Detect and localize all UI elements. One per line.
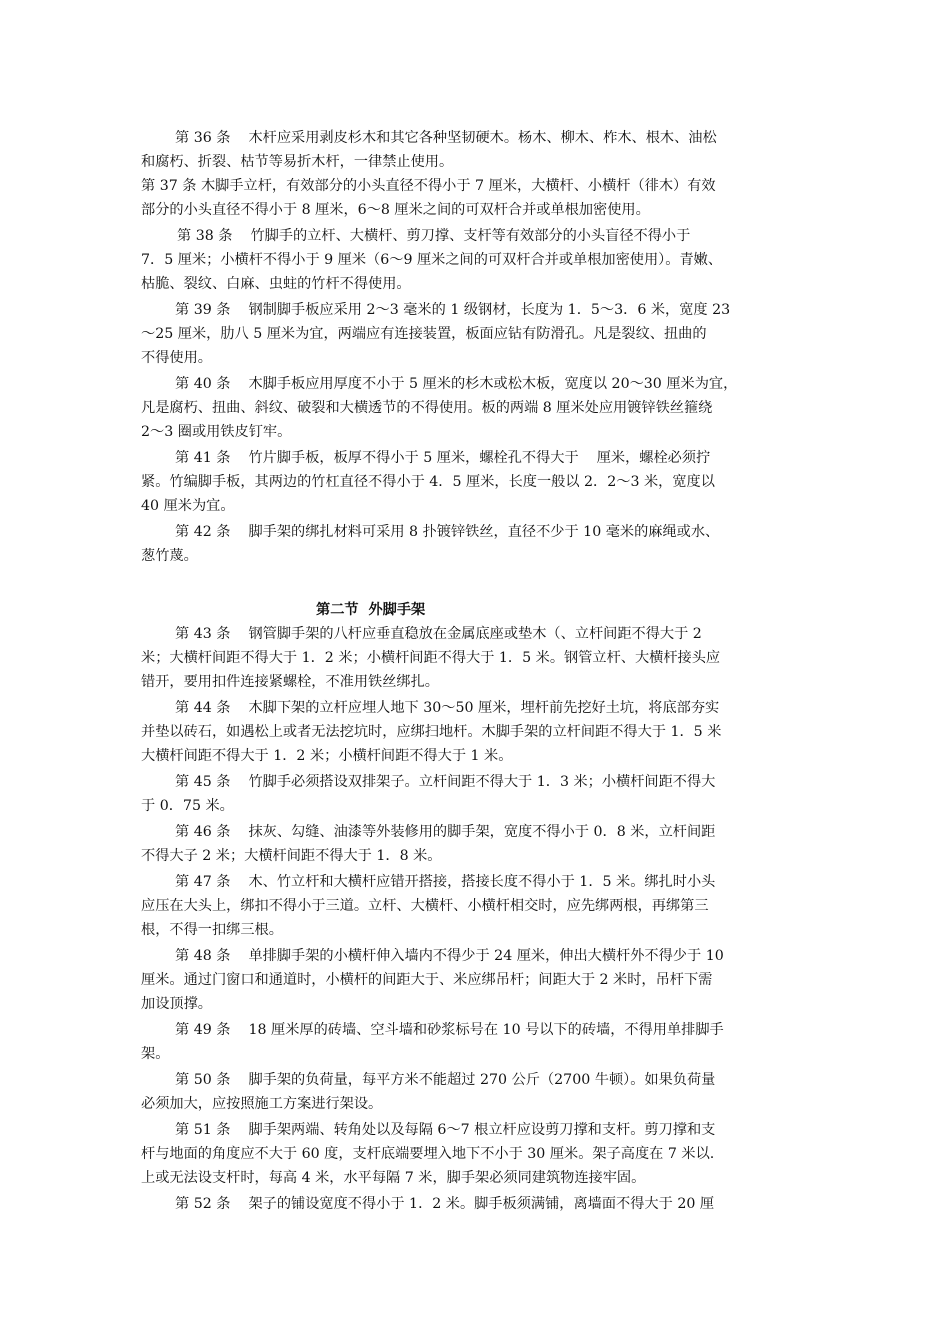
article-38-line-2: 7．5 厘米；小横杆不得小于 9 厘米（6～9 厘米之间的可双杆合并或单根加密使用）。青嫩、	[141, 252, 723, 268]
article-48-line-1: 第 48 条 单排脚手架的小横杆伸入墙内不得少于 24 厘米，伸出大横杆外不得少于 10	[175, 948, 724, 964]
article-44-line-1: 第 44 条 木脚下架的立杆应埋人地下 30～50 厘米，埋杆前先挖好土坑，将底部夯实	[175, 700, 720, 716]
article-41-line-2: 紧。竹编脚手板，其两边的竹杠直径不得小于 4．5 厘米，长度一般以 2．2～3 米，宽度以	[141, 474, 715, 490]
article-38-line-3: 枯脆、裂纹、白麻、虫蛀的竹杆不得使用。	[141, 276, 411, 292]
article-52-line-1: 第 52 条 架子的铺设宽度不得小于 1．2 米。脚手板须满铺，离墙面不得大于 20 厘	[175, 1196, 715, 1212]
article-37-line-1: 第 37 条 木脚手立杆，有效部分的小头直径不得小于 7 厘米，大横杆、小横杆（徘木）有效	[141, 178, 716, 194]
article-43-line-2: 米；大横杆间距不得大于 1．2 米；小横杆间距不得大于 1．5 米。钢管立杆、大横杆接头应	[141, 650, 721, 666]
article-39-line-1: 第 39 条 钢制脚手板应采用 2～3 毫米的 1 级钢材，长度为 1．5～3．6 米，宽度 23	[175, 302, 731, 318]
article-48-line-3: 加设顶撑。	[141, 996, 212, 1012]
article-49-line-2: 架。	[141, 1046, 170, 1062]
article-44-line-3: 大横杆间距不得大于 1．2 米；小横杆间距不得大于 1 米。	[141, 748, 513, 764]
article-38-line-1: 第 38 条 竹脚手的立杆、大横杆、剪刀撑、支杆等有效部分的小头盲径不得小于	[177, 228, 691, 244]
article-45-line-1: 第 45 条 竹脚手必须搭设双排架子。立杆间距不得大于 1．3 米；小横杆间距不得大	[175, 774, 716, 790]
article-45-line-2: 于 0．75 米。	[141, 798, 234, 814]
article-49-line-1: 第 49 条 18 厘米厚的砖墙、空斗墙和砂浆标号在 10 号以下的砖墙，不得用单排脚手	[175, 1022, 724, 1038]
article-36-line-2: 和腐朽、折裂、枯节等易折木杆，一律禁止使用。	[141, 154, 454, 170]
article-51-line-2: 杆与地面的角度应不大于 60 度，支杆底端要埋入地下不小于 30 厘米。架子高度在 7 米以.	[141, 1146, 715, 1162]
article-40-line-3: 2～3 圈或用铁皮钉牢。	[141, 424, 292, 440]
article-50-line-1: 第 50 条 脚手架的负荷量，每平方米不能超过 270 公斤（2700 牛顿）。如果负荷量	[175, 1072, 716, 1088]
article-43-line-1: 第 43 条 钢管脚手架的八杆应垂直稳放在金属底座或垫木（、立杆间距不得大于 2	[175, 626, 702, 642]
section-heading: 第二节 外脚手架	[316, 602, 426, 618]
article-43-line-3: 错开，要用扣件连接紧螺栓，不准用铁丝绑扎。	[141, 674, 439, 690]
article-47-line-3: 根，不得一扣绑三根。	[141, 922, 283, 938]
article-42-line-2: 葱竹蔑。	[141, 548, 198, 564]
article-39-line-2: ～25 厘米，肋八 5 厘米为宜，两端应有连接装置，板面应钻有防滑孔。凡是裂纹、扭曲的	[141, 326, 707, 342]
article-47-line-1: 第 47 条 木、竹立杆和大横杆应错开搭接，搭接长度不得小于 1．5 米。绑扎时小头	[175, 874, 716, 890]
article-48-line-2: 厘米。通过门窗口和通道时，小横杆的间距大于、米应绑吊杆；间距大于 2 米时，吊杆下需	[141, 972, 713, 988]
article-37-line-2: 部分的小头直径不得小于 8 厘米，6～8 厘米之间的可双杆合并或单根加密使用。	[141, 202, 650, 218]
article-36-line-1: 第 36 条 木杆应采用剥皮杉木和其它各种坚韧硬木。杨木、柳木、柞木、根木、油松	[175, 130, 717, 146]
article-40-line-2: 凡是腐朽、扭曲、斜纹、破裂和大横透节的不得使用。板的两端 8 厘米处应用镀锌铁丝箍绕	[141, 400, 713, 416]
article-47-line-2: 应压在大头上，绑扣不得小于三道。立杆、大横杆、小横杆相交时，应先绑两根，再绑第三	[141, 898, 709, 914]
article-46-line-1: 第 46 条 抹灰、勾缝、油漆等外装修用的脚手架，宽度不得小于 0．8 米，立杆间距	[175, 824, 716, 840]
article-41-line-1: 第 41 条 竹片脚手板，板厚不得小于 5 厘米，螺栓孔不得大于 厘米，螺栓必须拧	[175, 450, 711, 466]
article-51-line-1: 第 51 条 脚手架两端、转角处以及每隔 6～7 根立杆应设剪刀撑和支杆。剪刀撑和支	[175, 1122, 716, 1138]
article-39-line-3: 不得使用。	[141, 350, 212, 366]
article-46-line-2: 不得大子 2 米；大横杆间距不得大于 1．8 米。	[141, 848, 442, 864]
article-40-line-1: 第 40 条 木脚手板应用厚度不小于 5 厘米的杉木或松木板，宽度以 20～30 厘米为宜，	[175, 376, 738, 392]
article-42-line-1: 第 42 条 脚手架的绑扎材料可采用 8 扑镀锌铁丝，直径不少于 10 毫米的麻绳或水、	[175, 524, 720, 540]
article-41-line-3: 40 厘米为宜。	[141, 498, 235, 514]
article-51-line-3: 上或无法设支杆时，每高 4 米，水平每隔 7 米，脚手架必须同建筑物连接牢固。	[141, 1170, 646, 1186]
article-50-line-2: 必须加大，应按照施工方案进行架设。	[141, 1096, 383, 1112]
article-44-line-2: 并垫以砖石，如遇松上或者无法挖坑时，应绑扫地杆。木脚手架的立杆间距不得大于 1．5 米	[141, 724, 722, 740]
